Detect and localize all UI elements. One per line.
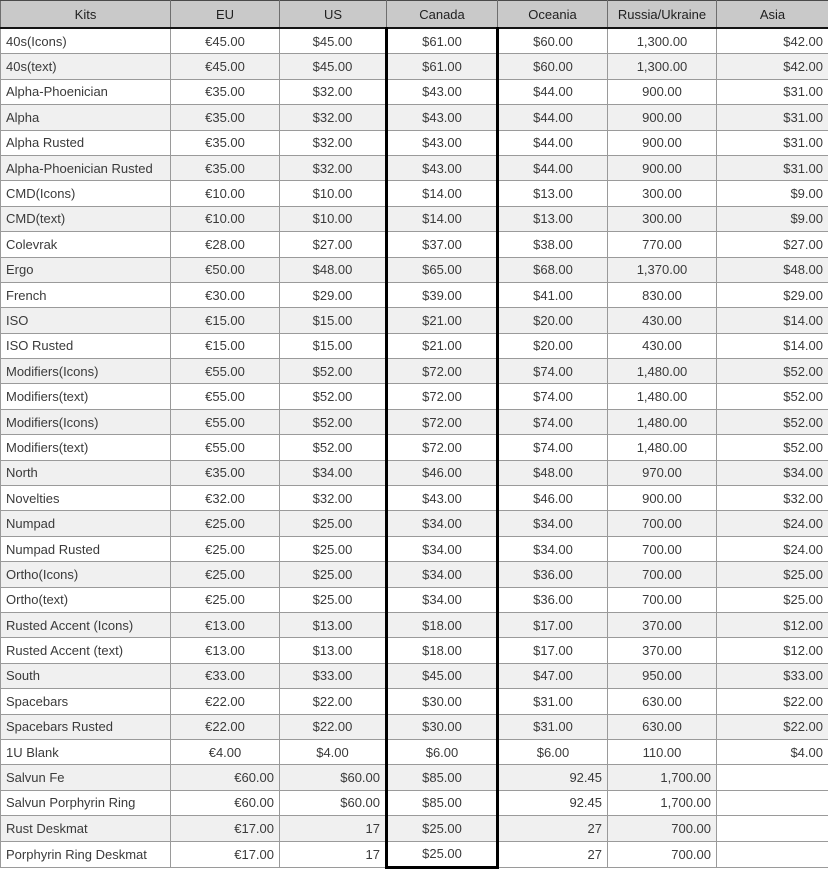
cell-russia-ukraine[interactable]: 430.00 — [608, 308, 717, 333]
cell-asia[interactable] — [717, 790, 828, 815]
cell-canada[interactable]: $43.00 — [387, 79, 498, 104]
cell-canada[interactable]: $21.00 — [387, 333, 498, 358]
cell-asia[interactable]: $42.00 — [717, 28, 828, 54]
cell-eu[interactable]: €22.00 — [171, 714, 280, 739]
column-header-eu[interactable]: EU — [171, 1, 280, 29]
cell-oceania[interactable]: $74.00 — [498, 359, 608, 384]
cell-russia-ukraine[interactable]: 300.00 — [608, 206, 717, 231]
cell-oceania[interactable]: $60.00 — [498, 54, 608, 79]
cell-kits[interactable]: Alpha — [1, 105, 171, 130]
cell-russia-ukraine[interactable]: 630.00 — [608, 689, 717, 714]
cell-oceania[interactable]: 92.45 — [498, 765, 608, 790]
cell-canada[interactable]: $43.00 — [387, 105, 498, 130]
table-row — [1, 816, 828, 841]
cell-kits[interactable]: Colevrak — [1, 232, 171, 257]
cell-kits[interactable]: Rusted Accent (Icons) — [1, 612, 171, 637]
cell-us[interactable]: 17 — [280, 816, 387, 841]
cell-oceania[interactable]: $47.00 — [498, 663, 608, 688]
cell-eu[interactable]: €15.00 — [171, 308, 280, 333]
table-row — [1, 714, 828, 739]
table-row — [1, 130, 828, 155]
cell-oceania[interactable]: $6.00 — [498, 739, 608, 764]
cell-eu[interactable]: €60.00 — [171, 790, 280, 815]
cell-us[interactable]: $52.00 — [280, 359, 387, 384]
cell-us[interactable]: $22.00 — [280, 689, 387, 714]
table-row — [1, 257, 828, 282]
cell-russia-ukraine[interactable]: 1,480.00 — [608, 435, 717, 460]
cell-asia[interactable]: $31.00 — [717, 79, 828, 104]
cell-russia-ukraine[interactable]: 1,370.00 — [608, 257, 717, 282]
cell-eu[interactable]: €25.00 — [171, 587, 280, 612]
cell-oceania[interactable]: $44.00 — [498, 155, 608, 180]
table-row — [1, 181, 828, 206]
cell-oceania[interactable]: $44.00 — [498, 130, 608, 155]
cell-canada[interactable]: $85.00 — [387, 765, 498, 790]
table-row — [1, 435, 828, 460]
cell-eu[interactable]: €55.00 — [171, 384, 280, 409]
cell-kits[interactable]: Ortho(text) — [1, 587, 171, 612]
cell-russia-ukraine[interactable]: 770.00 — [608, 232, 717, 257]
cell-eu[interactable]: €17.00 — [171, 841, 280, 867]
cell-us[interactable]: $32.00 — [280, 155, 387, 180]
cell-oceania[interactable]: $20.00 — [498, 333, 608, 358]
cell-russia-ukraine[interactable]: 900.00 — [608, 155, 717, 180]
cell-asia[interactable]: $25.00 — [717, 562, 828, 587]
cell-russia-ukraine[interactable]: 830.00 — [608, 282, 717, 307]
cell-canada[interactable]: $72.00 — [387, 435, 498, 460]
cell-eu[interactable]: €10.00 — [171, 181, 280, 206]
cell-asia[interactable]: $12.00 — [717, 638, 828, 663]
cell-oceania[interactable]: $36.00 — [498, 587, 608, 612]
cell-russia-ukraine[interactable]: 700.00 — [608, 562, 717, 587]
cell-eu[interactable]: €60.00 — [171, 765, 280, 790]
cell-russia-ukraine[interactable]: 700.00 — [608, 511, 717, 536]
cell-russia-ukraine[interactable]: 900.00 — [608, 486, 717, 511]
cell-russia-ukraine[interactable]: 900.00 — [608, 105, 717, 130]
cell-asia[interactable]: $52.00 — [717, 409, 828, 434]
cell-oceania[interactable]: 27 — [498, 841, 608, 867]
cell-eu[interactable]: €55.00 — [171, 409, 280, 434]
cell-oceania[interactable]: $31.00 — [498, 714, 608, 739]
table-row — [1, 460, 828, 485]
column-header-us[interactable]: US — [280, 1, 387, 29]
cell-asia[interactable]: $33.00 — [717, 663, 828, 688]
cell-kits[interactable]: Modifiers(text) — [1, 435, 171, 460]
column-header-oceania[interactable]: Oceania — [498, 1, 608, 29]
cell-canada[interactable]: $34.00 — [387, 511, 498, 536]
cell-kits[interactable]: Ortho(Icons) — [1, 562, 171, 587]
cell-kits[interactable]: 40s(text) — [1, 54, 171, 79]
cell-eu[interactable]: €15.00 — [171, 333, 280, 358]
cell-eu[interactable]: €17.00 — [171, 816, 280, 841]
pricing-rows — [1, 28, 828, 867]
cell-canada[interactable]: $30.00 — [387, 714, 498, 739]
cell-eu[interactable]: €4.00 — [171, 739, 280, 764]
cell-asia[interactable]: $14.00 — [717, 333, 828, 358]
cell-us[interactable]: $22.00 — [280, 714, 387, 739]
cell-eu[interactable]: €55.00 — [171, 359, 280, 384]
cell-asia[interactable]: $31.00 — [717, 105, 828, 130]
cell-russia-ukraine[interactable]: 1,700.00 — [608, 765, 717, 790]
cell-us[interactable]: $32.00 — [280, 130, 387, 155]
cell-kits[interactable]: 40s(Icons) — [1, 28, 171, 54]
cell-asia[interactable]: $31.00 — [717, 130, 828, 155]
cell-asia[interactable]: $22.00 — [717, 714, 828, 739]
cell-asia[interactable]: $29.00 — [717, 282, 828, 307]
cell-russia-ukraine[interactable]: 700.00 — [608, 841, 717, 867]
cell-us[interactable]: $13.00 — [280, 638, 387, 663]
cell-us[interactable]: $10.00 — [280, 206, 387, 231]
cell-kits[interactable]: North — [1, 460, 171, 485]
cell-us[interactable]: $25.00 — [280, 536, 387, 561]
cell-russia-ukraine[interactable]: 950.00 — [608, 663, 717, 688]
cell-asia[interactable]: $48.00 — [717, 257, 828, 282]
cell-kits[interactable]: Alpha-Phoenician Rusted — [1, 155, 171, 180]
cell-kits[interactable]: Rusted Accent (text) — [1, 638, 171, 663]
cell-russia-ukraine[interactable]: 370.00 — [608, 612, 717, 637]
table-row — [1, 206, 828, 231]
cell-russia-ukraine[interactable]: 700.00 — [608, 816, 717, 841]
table-row — [1, 79, 828, 104]
cell-us[interactable]: $52.00 — [280, 409, 387, 434]
table-row — [1, 384, 828, 409]
cell-eu[interactable]: €22.00 — [171, 689, 280, 714]
cell-eu[interactable]: €35.00 — [171, 460, 280, 485]
table-row — [1, 333, 828, 358]
cell-oceania[interactable]: $17.00 — [498, 612, 608, 637]
cell-kits[interactable]: Modifiers(text) — [1, 384, 171, 409]
cell-asia[interactable]: $24.00 — [717, 511, 828, 536]
cell-asia[interactable]: $25.00 — [717, 587, 828, 612]
table-row — [1, 282, 828, 307]
cell-asia[interactable]: $52.00 — [717, 435, 828, 460]
cell-kits[interactable]: ISO — [1, 308, 171, 333]
cell-russia-ukraine[interactable]: 430.00 — [608, 333, 717, 358]
cell-asia[interactable] — [717, 765, 828, 790]
cell-eu[interactable]: €32.00 — [171, 486, 280, 511]
cell-oceania[interactable]: $34.00 — [498, 536, 608, 561]
cell-us[interactable]: $52.00 — [280, 435, 387, 460]
table-row — [1, 689, 828, 714]
cell-oceania[interactable]: $13.00 — [498, 206, 608, 231]
cell-kits[interactable]: Porphyrin Ring Deskmat — [1, 841, 171, 867]
cell-canada[interactable]: $25.00 — [387, 816, 498, 841]
cell-eu[interactable]: €45.00 — [171, 28, 280, 54]
cell-russia-ukraine[interactable]: 630.00 — [608, 714, 717, 739]
cell-us[interactable]: $25.00 — [280, 511, 387, 536]
cell-eu[interactable]: €13.00 — [171, 638, 280, 663]
cell-us[interactable]: $33.00 — [280, 663, 387, 688]
cell-oceania[interactable]: 92.45 — [498, 790, 608, 815]
cell-asia[interactable]: $12.00 — [717, 612, 828, 637]
cell-oceania[interactable]: $36.00 — [498, 562, 608, 587]
cell-russia-ukraine[interactable]: 970.00 — [608, 460, 717, 485]
cell-oceania[interactable]: $31.00 — [498, 689, 608, 714]
cell-canada[interactable]: $39.00 — [387, 282, 498, 307]
cell-oceania[interactable]: $17.00 — [498, 638, 608, 663]
cell-kits[interactable]: 1U Blank — [1, 739, 171, 764]
cell-oceania[interactable]: $74.00 — [498, 384, 608, 409]
cell-oceania[interactable]: $60.00 — [498, 28, 608, 54]
cell-canada[interactable]: $18.00 — [387, 612, 498, 637]
cell-asia[interactable]: $9.00 — [717, 181, 828, 206]
cell-kits[interactable]: Salvun Porphyrin Ring — [1, 790, 171, 815]
table-row — [1, 841, 828, 867]
cell-oceania[interactable]: $41.00 — [498, 282, 608, 307]
cell-asia[interactable]: $34.00 — [717, 460, 828, 485]
header-row — [1, 1, 828, 29]
cell-us[interactable]: $60.00 — [280, 765, 387, 790]
cell-eu[interactable]: €25.00 — [171, 511, 280, 536]
cell-oceania[interactable]: $48.00 — [498, 460, 608, 485]
cell-asia[interactable]: $52.00 — [717, 359, 828, 384]
table-row — [1, 765, 828, 790]
cell-us[interactable]: $32.00 — [280, 79, 387, 104]
cell-oceania[interactable]: $34.00 — [498, 511, 608, 536]
cell-eu[interactable]: €28.00 — [171, 232, 280, 257]
table-row — [1, 308, 828, 333]
cell-us[interactable]: $32.00 — [280, 105, 387, 130]
cell-canada[interactable]: $65.00 — [387, 257, 498, 282]
table-row — [1, 232, 828, 257]
cell-kits[interactable]: CMD(Icons) — [1, 181, 171, 206]
cell-russia-ukraine[interactable]: 300.00 — [608, 181, 717, 206]
cell-russia-ukraine[interactable]: 370.00 — [608, 638, 717, 663]
cell-oceania[interactable]: $44.00 — [498, 105, 608, 130]
table-row — [1, 612, 828, 637]
cell-eu[interactable]: €45.00 — [171, 54, 280, 79]
cell-russia-ukraine[interactable]: 1,480.00 — [608, 359, 717, 384]
cell-eu[interactable]: €25.00 — [171, 536, 280, 561]
cell-us[interactable]: $10.00 — [280, 181, 387, 206]
cell-us[interactable]: $25.00 — [280, 562, 387, 587]
cell-oceania[interactable]: $38.00 — [498, 232, 608, 257]
cell-canada[interactable]: $43.00 — [387, 130, 498, 155]
cell-asia[interactable] — [717, 816, 828, 841]
cell-us[interactable]: $25.00 — [280, 587, 387, 612]
cell-us[interactable]: $45.00 — [280, 54, 387, 79]
cell-canada[interactable]: $72.00 — [387, 359, 498, 384]
table-row — [1, 587, 828, 612]
cell-eu[interactable]: €50.00 — [171, 257, 280, 282]
cell-russia-ukraine[interactable]: 900.00 — [608, 130, 717, 155]
cell-canada[interactable]: $43.00 — [387, 486, 498, 511]
cell-oceania[interactable]: $74.00 — [498, 409, 608, 434]
cell-eu[interactable]: €35.00 — [171, 105, 280, 130]
cell-canada[interactable]: $61.00 — [387, 28, 498, 54]
cell-us[interactable]: $15.00 — [280, 308, 387, 333]
table-row — [1, 562, 828, 587]
cell-asia[interactable]: $9.00 — [717, 206, 828, 231]
cell-canada[interactable]: $25.00 — [387, 841, 498, 867]
cell-eu[interactable]: €35.00 — [171, 155, 280, 180]
table-row — [1, 638, 828, 663]
cell-us[interactable]: $4.00 — [280, 739, 387, 764]
cell-russia-ukraine[interactable]: 1,300.00 — [608, 28, 717, 54]
cell-canada[interactable]: $34.00 — [387, 587, 498, 612]
table-row — [1, 105, 828, 130]
cell-us[interactable]: $48.00 — [280, 257, 387, 282]
cell-canada[interactable]: $6.00 — [387, 739, 498, 764]
cell-us[interactable]: $52.00 — [280, 384, 387, 409]
table-row — [1, 359, 828, 384]
cell-kits[interactable]: Alpha Rusted — [1, 130, 171, 155]
cell-kits[interactable]: Alpha-Phoenician — [1, 79, 171, 104]
cell-kits[interactable]: Numpad Rusted — [1, 536, 171, 561]
cell-asia[interactable] — [717, 841, 828, 867]
cell-asia[interactable]: $14.00 — [717, 308, 828, 333]
cell-eu[interactable]: €35.00 — [171, 130, 280, 155]
cell-kits[interactable]: French — [1, 282, 171, 307]
cell-russia-ukraine[interactable]: 700.00 — [608, 587, 717, 612]
cell-asia[interactable]: $31.00 — [717, 155, 828, 180]
cell-eu[interactable]: €35.00 — [171, 79, 280, 104]
cell-us[interactable]: $13.00 — [280, 612, 387, 637]
cell-russia-ukraine[interactable]: 1,480.00 — [608, 409, 717, 434]
cell-asia[interactable]: $22.00 — [717, 689, 828, 714]
cell-oceania[interactable]: $13.00 — [498, 181, 608, 206]
cell-oceania[interactable]: $68.00 — [498, 257, 608, 282]
cell-oceania[interactable]: $74.00 — [498, 435, 608, 460]
column-header-canada[interactable]: Canada — [387, 1, 498, 29]
cell-russia-ukraine[interactable]: 110.00 — [608, 739, 717, 764]
cell-kits[interactable]: Salvun Fe — [1, 765, 171, 790]
cell-us[interactable]: $29.00 — [280, 282, 387, 307]
cell-kits[interactable]: ISO Rusted — [1, 333, 171, 358]
table-row — [1, 54, 828, 79]
cell-canada[interactable]: $72.00 — [387, 384, 498, 409]
table-row — [1, 790, 828, 815]
cell-oceania[interactable]: $44.00 — [498, 79, 608, 104]
cell-us[interactable]: $27.00 — [280, 232, 387, 257]
cell-eu[interactable]: €33.00 — [171, 663, 280, 688]
cell-eu[interactable]: €55.00 — [171, 435, 280, 460]
cell-canada[interactable]: $18.00 — [387, 638, 498, 663]
cell-asia[interactable]: $42.00 — [717, 54, 828, 79]
cell-russia-ukraine[interactable]: 1,480.00 — [608, 384, 717, 409]
cell-russia-ukraine[interactable]: 1,300.00 — [608, 54, 717, 79]
cell-kits[interactable]: Numpad — [1, 511, 171, 536]
cell-canada[interactable]: $72.00 — [387, 409, 498, 434]
cell-asia[interactable]: $32.00 — [717, 486, 828, 511]
column-header-kits[interactable]: Kits — [1, 1, 171, 29]
cell-us[interactable]: $45.00 — [280, 28, 387, 54]
cell-canada[interactable]: $34.00 — [387, 562, 498, 587]
cell-canada[interactable]: $37.00 — [387, 232, 498, 257]
cell-canada[interactable]: $14.00 — [387, 206, 498, 231]
cell-canada[interactable]: $14.00 — [387, 181, 498, 206]
cell-eu[interactable]: €13.00 — [171, 612, 280, 637]
cell-us[interactable]: $15.00 — [280, 333, 387, 358]
cell-eu[interactable]: €25.00 — [171, 562, 280, 587]
cell-canada[interactable]: $45.00 — [387, 663, 498, 688]
cell-asia[interactable]: $24.00 — [717, 536, 828, 561]
cell-eu[interactable]: €10.00 — [171, 206, 280, 231]
cell-asia[interactable]: $27.00 — [717, 232, 828, 257]
cell-canada[interactable]: $30.00 — [387, 689, 498, 714]
cell-asia[interactable]: $4.00 — [717, 739, 828, 764]
cell-kits[interactable]: Novelties — [1, 486, 171, 511]
cell-oceania[interactable]: $20.00 — [498, 308, 608, 333]
cell-kits[interactable]: Spacebars Rusted — [1, 714, 171, 739]
cell-canada[interactable]: $85.00 — [387, 790, 498, 815]
cell-us[interactable]: $60.00 — [280, 790, 387, 815]
cell-kits[interactable]: South — [1, 663, 171, 688]
cell-kits[interactable]: Rust Deskmat — [1, 816, 171, 841]
table-row — [1, 739, 828, 764]
table-row — [1, 511, 828, 536]
cell-russia-ukraine[interactable]: 1,700.00 — [608, 790, 717, 815]
cell-oceania[interactable]: $46.00 — [498, 486, 608, 511]
cell-eu[interactable]: €30.00 — [171, 282, 280, 307]
table-row — [1, 536, 828, 561]
cell-kits[interactable]: Ergo — [1, 257, 171, 282]
cell-us[interactable]: 17 — [280, 841, 387, 867]
cell-canada[interactable]: $21.00 — [387, 308, 498, 333]
cell-russia-ukraine[interactable]: 700.00 — [608, 536, 717, 561]
cell-us[interactable]: $34.00 — [280, 460, 387, 485]
cell-oceania[interactable]: 27 — [498, 816, 608, 841]
column-header-russia-ukraine[interactable]: Russia/Ukraine — [608, 1, 717, 29]
cell-canada[interactable]: $46.00 — [387, 460, 498, 485]
cell-kits[interactable]: Modifiers(Icons) — [1, 359, 171, 384]
cell-kits[interactable]: CMD(text) — [1, 206, 171, 231]
column-header-asia[interactable]: Asia — [717, 1, 828, 29]
cell-us[interactable]: $32.00 — [280, 486, 387, 511]
cell-kits[interactable]: Modifiers(Icons) — [1, 409, 171, 434]
table-row — [1, 663, 828, 688]
table-row — [1, 486, 828, 511]
table-row — [1, 409, 828, 434]
table-row — [1, 28, 828, 54]
cell-canada[interactable]: $34.00 — [387, 536, 498, 561]
table-row — [1, 155, 828, 180]
cell-canada[interactable]: $43.00 — [387, 155, 498, 180]
cell-canada[interactable]: $61.00 — [387, 54, 498, 79]
cell-asia[interactable]: $52.00 — [717, 384, 828, 409]
cell-russia-ukraine[interactable]: 900.00 — [608, 79, 717, 104]
cell-kits[interactable]: Spacebars — [1, 689, 171, 714]
